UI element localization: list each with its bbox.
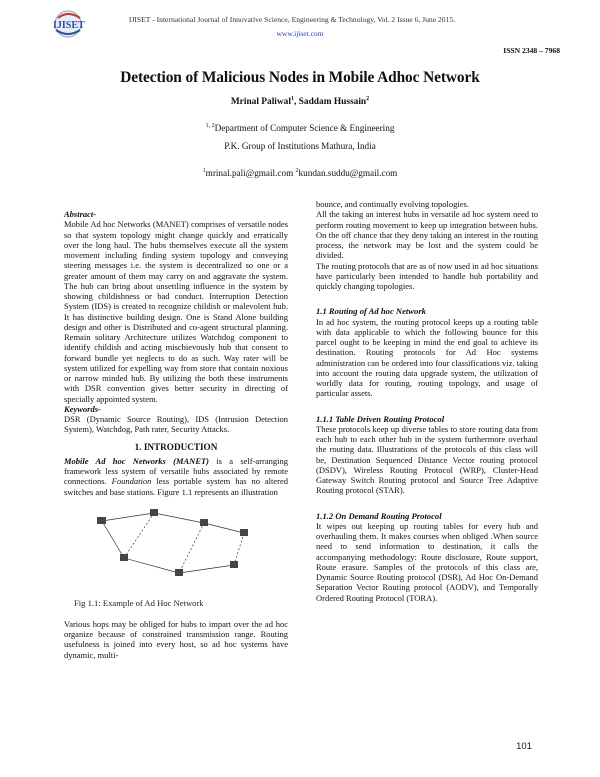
term-emphasis: Mobile Ad hoc Networks (MANET): [64, 455, 210, 466]
laptop-node-icon: [175, 569, 183, 576]
section-heading-table-driven: 1.1.1 Table Driven Routing Protocol: [316, 413, 445, 424]
author-name: Mrinal Paliwal: [230, 97, 291, 107]
issn-label: ISSN 2348 – 7968: [503, 46, 560, 55]
affiliation-mark: 1: [290, 95, 294, 102]
logo-text: IJISET: [53, 20, 85, 31]
body-paragraph: The routing protocols that are as of now used in ad hoc situations have particularly been intended to handle hub portability and quickly changing topologies.: [316, 260, 538, 291]
affiliation-mark: 1, 2: [205, 122, 215, 129]
abstract-heading: Abstract-: [64, 209, 97, 219]
affiliation-mark: 2: [366, 95, 370, 102]
laptop-node-icon: [240, 529, 248, 536]
laptop-node-icon: [97, 517, 106, 524]
affiliation-mark: 1: [202, 167, 206, 174]
introduction-paragraph: [64, 456, 288, 497]
body-paragraph: bounce, and continually evolving topologies.: [316, 199, 469, 209]
laptop-node-icon: [200, 519, 208, 526]
body-paragraph: These protocols keep up diverse tables to store routing data from each hub to each other hub in the system furthermore overhaul the routing data. Illustrations of the protocols of this class will be, Destination Sequenced Distance Vector routing protocol (DSDV), Wireless Routing Protocol (WRP), Cluster-Head Gateway Switch Routing protocol and Source Tree Adaptive Routing protocol (STAR).: [316, 423, 538, 496]
author-email[interactable]: mrinal.pali@gmail.com: [205, 168, 294, 178]
laptop-node-icon: [230, 561, 238, 568]
body-paragraph: Various hops may be obliged for hubs to impart over the ad hoc organize because of constrained transmission range. Routing usefulness is joined into every host, so ad hoc systems have dynamic, multi-: [64, 618, 288, 660]
email-line: [0, 168, 600, 178]
section-heading-routing: 1.1 Routing of Ad hoc Network: [316, 306, 426, 317]
abstract-text: Mobile Ad hoc Networks (MANET) comprises of versatile nodes so that system topology might change quickly and erratically over the long haul. The hubs themselves execute all the system movement including finding system topology and conveying steering messages i.e. the system is decentralized so one or a greater amount of them may carry on and aggravate the system. The hub can bring about unsettling influence in the system by showing childishness or bad conduct. Interruption Detection System (IDS) is created to recognize childish or malevolent hub. It has distinctive building design. One is Stand Alone building design and other is Distributed and co-agent structural planning. Remain solitary Architecture utilizes Watchdog component to identify childish and acting mischievously hub that consent to forward bundle yet neglects to do as such. Way rater will be system utilized for expelling way from store that contain noxious or narrow minded hub. By utilizing the both these instruments with DSR convention gives better security in directing of specially appointed system.: [64, 219, 288, 404]
department-line: [0, 123, 600, 133]
affiliation-mark: 2: [295, 167, 299, 174]
laptop-node-icon: [120, 554, 128, 561]
laptop-node-icon: [150, 509, 158, 516]
right-column: [316, 199, 538, 603]
author-email[interactable]: kundan.suddu@gmail.com: [298, 168, 398, 178]
figure-caption: Fig 1.1: Example of Ad Hoc Network: [74, 597, 204, 608]
page-number: 101: [516, 741, 532, 752]
body-paragraph: It wipes out keeping up routing tables for every hub and overhauling them. It makes courses when obliged .When source need to send information to destination, it calls the accompanying methodology: Route disclosure, Route support, Route erasure. Samples of the protocols of this class are, Dynamic Source Routing protocol (DSR), Ad Hoc On-Demand Separation Vector Routing protocol (AODV), and Temporally Ordered Routing Protocol (TORA).: [316, 520, 538, 603]
section-heading-on-demand: 1.1.2 On Demand Routing Protocol: [316, 510, 442, 521]
journal-url-link[interactable]: www.ijiset.com: [276, 29, 324, 38]
department: Department of Computer Science & Engineering: [214, 123, 395, 133]
paper-title: Detection of Malicious Nodes in Mobile Adhoc Network: [120, 69, 480, 86]
body-paragraph: All the taking an interest hubs in versatile ad hoc system need to perform routing movement to keep up integration between hubs. On the off chance that they deny taking an interest in the routing process, the network may be lost and the system could be divided.: [316, 209, 538, 261]
keywords-heading: Keywords-: [64, 403, 101, 414]
section-heading-introduction: 1. INTRODUCTION: [134, 441, 218, 452]
institution: P.K. Group of Institutions Mathura, India: [224, 141, 376, 151]
author-separator: ,: [293, 97, 299, 107]
journal-citation: IJISET - International Journal of Innovative Science, Engineering & Technology, Vol. 2 Issue 6, June 2015.: [128, 15, 456, 24]
body-paragraph: In ad hoc system, the routing protocol keeps up a routing table with data applicable to which the following bounce for this parcel ought to be keeping in mind the end goal to achieve its destination. Routing protocols for Ad Hoc systems administration can be ordered into four classifications viz. taking into account the routing data upgrade system, the utilization of worldly data for routing, routing topology, and usage of particular assets.: [316, 316, 538, 399]
figure-ad-hoc-network: [64, 499, 288, 619]
journal-logo: [50, 8, 100, 44]
term-emphasis: Foundation: [111, 476, 152, 487]
author-name: Saddam Hussain: [298, 97, 367, 107]
left-column: [64, 209, 288, 660]
intro-text-b: less portable system has no altered switches and base stations. Figure 1.1 represents an illustration: [64, 476, 288, 497]
intro-text-a: is a self-arranging framework less system of versatile hubs associated by remote connections.: [64, 455, 288, 487]
network-diagram: [84, 503, 274, 589]
keywords-text: DSR (Dynamic Source Routing), IDS (Intrusion Detection System), Watchdog, Path rater, Security Attacks.: [64, 414, 288, 435]
author-line: [0, 97, 600, 107]
